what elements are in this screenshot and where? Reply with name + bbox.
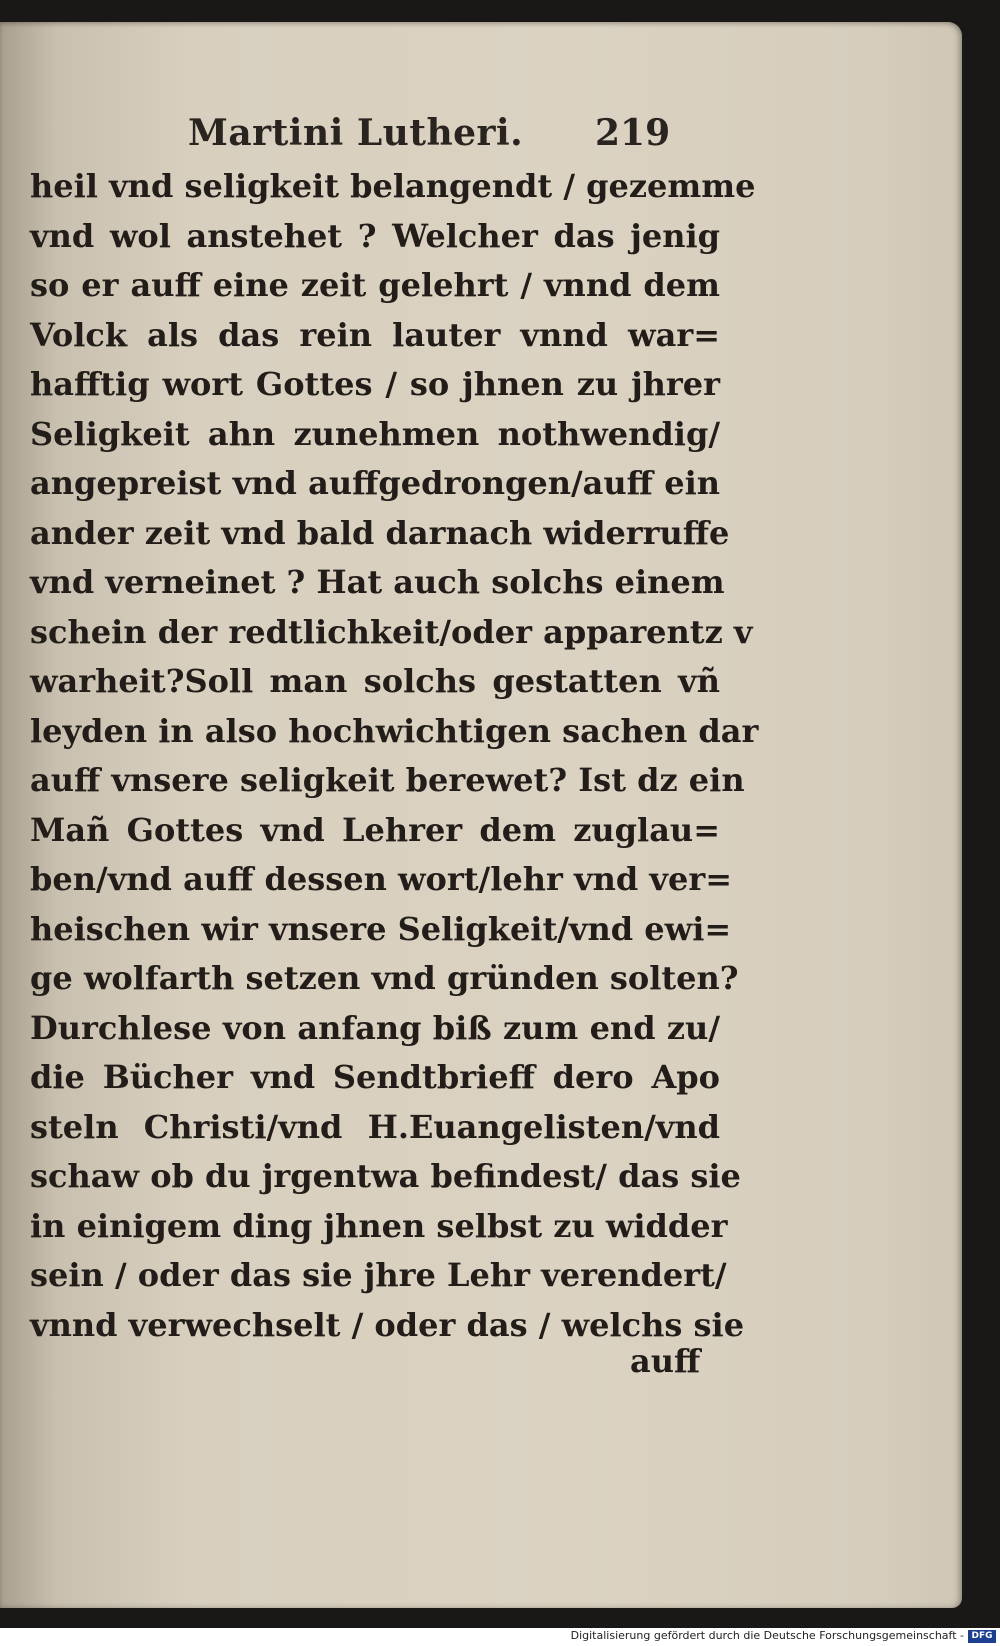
text-line: heischen wir vnsere Seligkeit/vnd ewi= xyxy=(30,909,732,948)
text-line: vnd verneinet ? Hat auch solchs einem xyxy=(30,563,725,601)
book-page xyxy=(0,22,962,1608)
text-line: schaw ob du jrgentwa befindest/ das sie xyxy=(30,1157,741,1195)
catchword: auff xyxy=(630,1342,701,1380)
digitization-footer xyxy=(0,1628,1000,1646)
text-line: steln Christi/vnd H.Euangelisten/vnd xyxy=(30,1107,720,1146)
text-line: vnnd verwechselt / oder das / welchs sie xyxy=(30,1305,745,1344)
text-line: sein / oder das sie jhre Lehr verendert/ xyxy=(30,1256,727,1294)
text-line: Volck als das rein lauter vnnd war= xyxy=(30,315,720,354)
text-line: Mañ Gottes vnd Lehrer dem zuglau= xyxy=(30,810,720,849)
text-line: in einigem ding jhnen selbst zu widder xyxy=(30,1206,728,1245)
text-line: so er auff eine zeit gelehrt / vnnd dem xyxy=(30,266,720,304)
text-line: die Bücher vnd Sendtbrieff dero Apo xyxy=(30,1058,720,1096)
body-text xyxy=(30,162,759,1350)
text-line: ander zeit vnd bald darnach widerruffe xyxy=(30,513,730,552)
dfg-logo: DFG xyxy=(968,1630,996,1643)
text-line: Seligkeit ahn zunehmen nothwendig/ xyxy=(30,414,720,453)
text-line: vnd wol anstehet ? Welcher das jenig xyxy=(30,216,720,255)
text-line: ben/vnd auff dessen wort/lehr vnd ver= xyxy=(30,860,732,898)
text-line: angepreist vnd auffgedrongen/auff ein xyxy=(30,464,720,502)
text-line: Durchlese von anfang biß zum end zu/ xyxy=(30,1008,720,1047)
text-line: auff vnsere seligkeit berewet? Ist dz ein xyxy=(30,761,745,799)
funding-credit: Digitalisierung gefördert durch die Deutsche Forschungsgemeinschaft - xyxy=(570,1629,964,1642)
running-head: Martini Lutheri. xyxy=(188,112,524,154)
text-line: hafftig wort Gottes / so jhnen zu jhrer xyxy=(30,365,720,403)
text-line: schein der redtlichkeit/oder apparentz v xyxy=(30,612,753,651)
page-header xyxy=(0,112,962,164)
text-line: heil vnd seligkeit belangendt / gezemme xyxy=(30,167,756,205)
page-number: 219 xyxy=(595,112,671,154)
text-line: leyden in also hochwichtigen sachen dar xyxy=(30,711,759,750)
text-line: ge wolfarth setzen vnd gründen solten? xyxy=(30,959,739,997)
text-line: warheit?Soll man solchs gestatten vñ xyxy=(30,662,720,700)
